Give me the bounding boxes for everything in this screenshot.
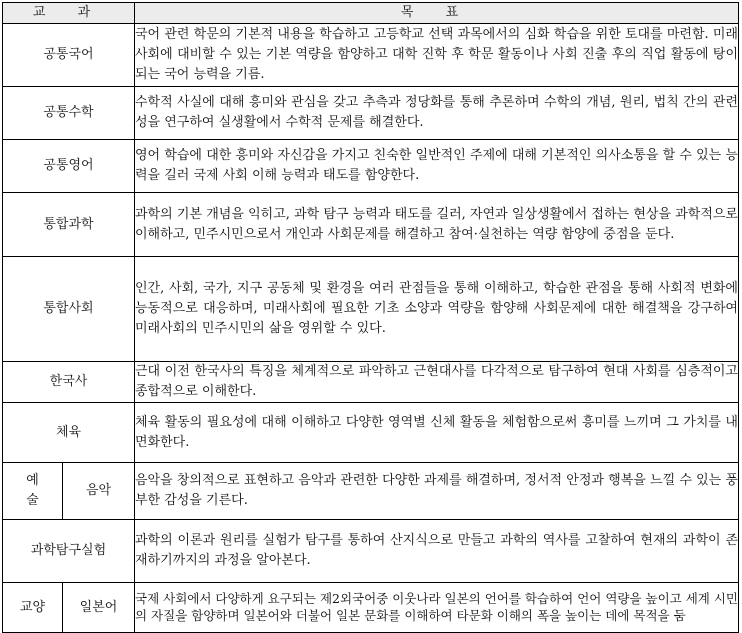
table-row [3, 520, 739, 583]
group-cell: 예술 [3, 463, 63, 520]
table-row [3, 583, 739, 633]
goal-cell: 근대 이전 한국사의 특징을 체계적으로 파악하고 근현대사를 다각적으로 탐구하여 현대 사회를 심층적이고 종합적으로 이해한다. [135, 362, 739, 403]
subject-cell: 통합과학 [3, 193, 135, 257]
group-cell: 교양 [3, 583, 63, 633]
goal-cell: 수학적 사실에 대해 흥미와 관심을 갖고 추측과 정당화를 통해 추론하며 수학의 개념, 원리, 법칙 간의 관련성을 연구하여 실생활에서 수학적 문제를 해결한다. [135, 87, 739, 140]
table-row [3, 87, 739, 140]
header-row [3, 3, 739, 24]
table-row [3, 463, 739, 520]
subject-cell: 공통국어 [3, 24, 135, 87]
header-goal: 목 표 [135, 3, 739, 24]
table-row [3, 362, 739, 403]
table-row [3, 403, 739, 463]
goal-cell: 국제 사회에서 다양하게 요구되는 제2외국어중 이웃나라 일본의 언어를 학습하여 언어 역량을 높이고 세계 시민의 자질을 함양하며 일본어와 더불어 일본 문화를 이해하여 타문화 이해의 폭을 높이는 데에 목적을 둠 [135, 583, 739, 633]
goal-cell: 체육 활동의 필요성에 대해 이해하고 다양한 영역별 신체 활동을 체험함으로써 흥미를 느끼며 그 가치를 내면화한다. [135, 403, 739, 463]
table-row [3, 24, 739, 87]
subject-cell: 통합사회 [3, 257, 135, 362]
goal-cell: 과학의 기본 개념을 익히고, 과학 탐구 능력과 태도를 길러, 자연과 일상생활에서 접하는 현상을 과학적으로 이해하고, 민주시민으로서 개인과 사회문제를 해결하고 참여·실천하는 역량 함양에 중점을 둔다. [135, 193, 739, 257]
subject-cell: 공통영어 [3, 140, 135, 193]
subject-cell: 과학탐구실험 [3, 520, 135, 583]
subject-cell: 한국사 [3, 362, 135, 403]
table-row [3, 193, 739, 257]
table-row [3, 257, 739, 362]
subject-cell: 일본어 [63, 583, 135, 633]
subject-cell: 공통수학 [3, 87, 135, 140]
table-row [3, 140, 739, 193]
header-subject: 교 과 [3, 3, 135, 24]
goal-cell: 과학의 이론과 원리를 실험가 탐구를 통하여 산지식으로 만들고 과학의 역사를 고찰하여 현재의 과학이 존재하기까지의 과정을 알아본다. [135, 520, 739, 583]
curriculum-goals-table [2, 2, 739, 633]
goal-cell: 음악을 창의적으로 표현하고 음악과 관련한 다양한 과제를 해결하며, 정서적 안정과 행복을 느낄 수 있는 풍부한 감성을 기른다. [135, 463, 739, 520]
goal-cell: 인간, 사회, 국가, 지구 공동체 및 환경을 여러 관점들을 통해 이해하고, 학습한 관점을 통해 사회적 변화에 능동적으로 대응하며, 미래사회에 필요한 기초 소양과 역량을 함양해 사회문제에 대한 해결책을 강구하여 미래사회의 민주시민의 삶을 영위할 수 있다. [135, 257, 739, 362]
goal-cell: 국어 관련 학문의 기본적 내용을 학습하고 고등학교 선택 과목에서의 심화 학습을 위한 토대를 마련함. 미래사회에 대비할 수 있는 기본 역량을 함양하고 대학 진학 후 학문 활동이나 사회 진출 후의 직업 활동에 탕이 되는 국어 능력을 기름. [135, 24, 739, 87]
goal-cell: 영어 학습에 대한 흥미와 자신감을 가지고 친숙한 일반적인 주제에 대해 기본적인 의사소통을 할 수 있는 능력을 길러 국제 사회 이해 능력과 태도를 함양한다. [135, 140, 739, 193]
subject-cell: 음악 [63, 463, 135, 520]
subject-cell: 체육 [3, 403, 135, 463]
